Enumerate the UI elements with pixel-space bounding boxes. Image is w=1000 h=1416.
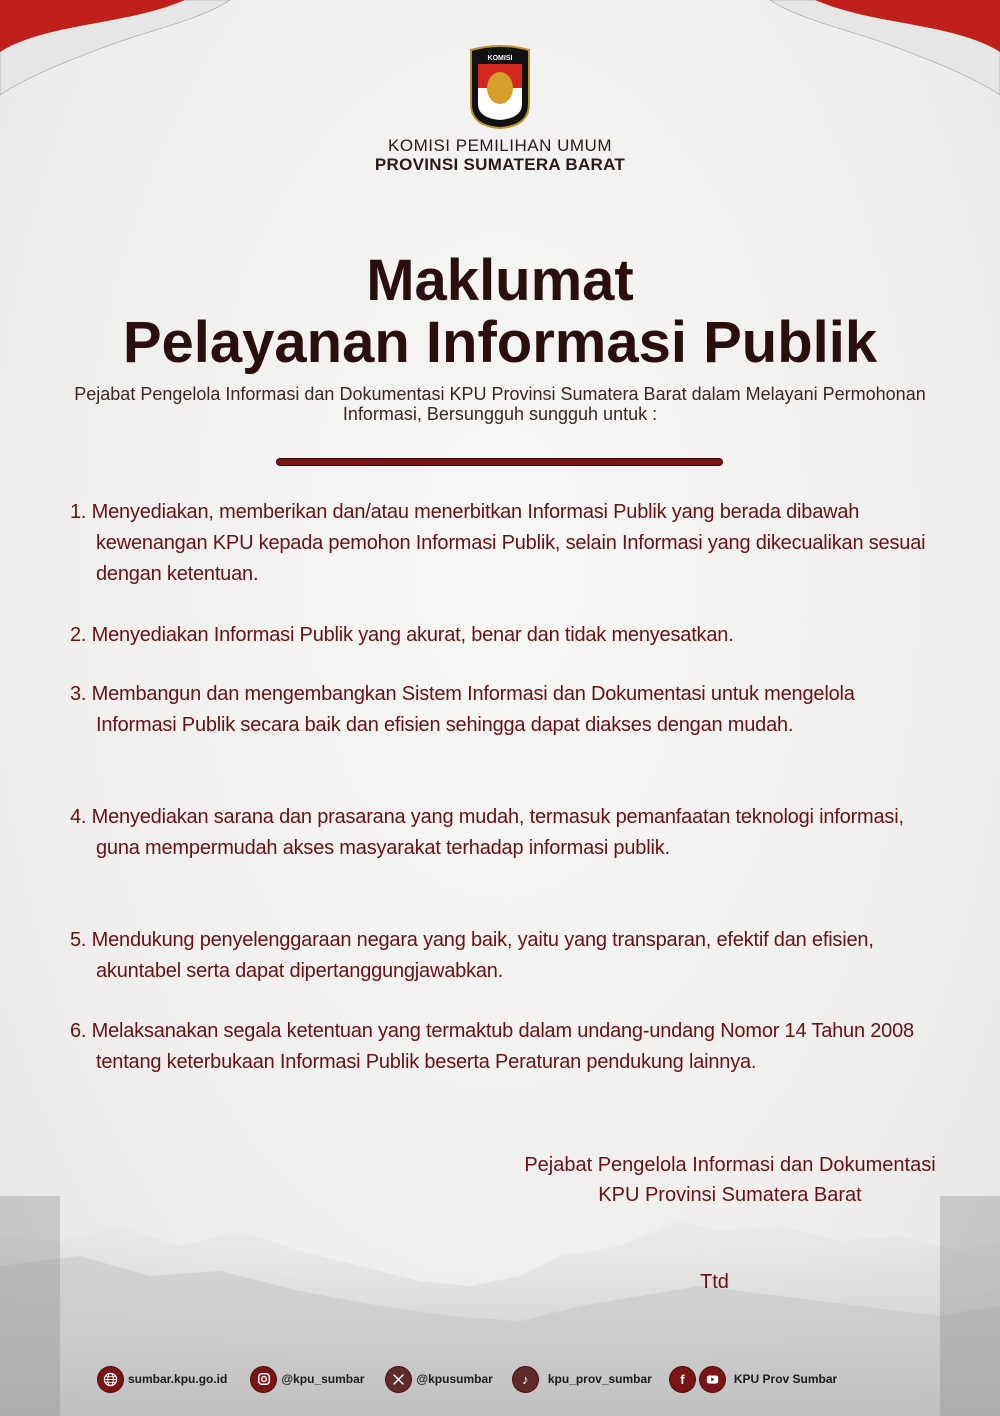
youtube-icon (700, 1367, 725, 1392)
list-item: 4. Menyediakan sarana dan prasarana yang mudah, termasuk pemanfaatan teknologi informasi, guna mempermudah akses masyarakat terhadap informasi publik. (70, 806, 904, 859)
list-item: 1. Menyediakan, memberikan dan/atau menerbitkan Informasi Publik yang berada dibawah kewenangan KPU kepada pemohon Informasi Publik, selain Informasi yang dikecualikan sesuai dengan ketentuan. (70, 501, 926, 585)
list-item: 5. Mendukung penyelenggaraan negara yang baik, yaitu yang transparan, efektif dan efisien, akuntabel serta dapat dipertanggungjawabkan. (70, 929, 874, 982)
x-icon (386, 1367, 411, 1392)
social-x[interactable] (386, 1367, 492, 1392)
intro-text: Pejabat Pengelola Informasi dan Dokumentasi KPU Provinsi Sumatera Barat dalam Melayani Permohonan Informasi, Bersungguh sungguh untuk : (74, 384, 926, 424)
signature-text: Ttd (700, 1271, 729, 1293)
social-footer (98, 1365, 855, 1393)
list-item: 6. Melaksanakan segala ketentuan yang termaktub dalam undang-undang Nomor 14 Tahun 2008 tentang keterbukaan Informasi Publik beserta Peraturan pendukung lainnya. (70, 1020, 914, 1073)
title-line-2: Pelayanan Informasi Publik (122, 310, 878, 375)
social-facebook-youtube[interactable] (670, 1367, 837, 1392)
signer-institution: KPU Provinsi Sumatera Barat (598, 1184, 862, 1206)
social-instagram[interactable] (251, 1367, 364, 1392)
page-title (0, 250, 1000, 374)
facebook-youtube-label: KPU Prov Sumbar (733, 1372, 838, 1386)
signer-title: Pejabat Pengelola Informasi dan Dokumentasi (524, 1154, 936, 1176)
tiktok-icon: ♪ (513, 1367, 538, 1392)
tiktok-label: kpu_prov_sumbar (547, 1372, 652, 1386)
list-item: 2. Menyediakan Informasi Publik yang akurat, benar dan tidak menyesatkan. (70, 624, 734, 646)
x-label: @kpusumbar (416, 1372, 493, 1386)
instagram-icon (251, 1367, 276, 1392)
svg-text:KOMISI: KOMISI (487, 55, 513, 62)
website-label: sumbar.kpu.go.id (128, 1372, 228, 1386)
list-item: 3. Membangun dan mengembangkan Sistem Informasi dan Dokumentasi untuk mengelola Informasi Publik secara baik dan efisien sehingga dapat diakses dengan mudah. (70, 683, 855, 736)
kpu-logo (0, 44, 1000, 130)
title-line-1: Maklumat (366, 248, 634, 313)
instagram-label: @kpu_sumbar (281, 1372, 365, 1386)
social-tiktok[interactable] (513, 1367, 652, 1392)
divider-rule (277, 459, 722, 465)
signer-block (460, 1150, 1000, 1210)
org-name: KOMISI PEMILIHAN UMUM (388, 136, 612, 155)
kpu-emblem-icon (465, 44, 535, 130)
facebook-icon: f (670, 1367, 695, 1392)
social-website[interactable] (98, 1367, 227, 1392)
org-region: PROVINSI SUMATERA BARAT (374, 155, 626, 174)
globe-icon (98, 1367, 123, 1392)
